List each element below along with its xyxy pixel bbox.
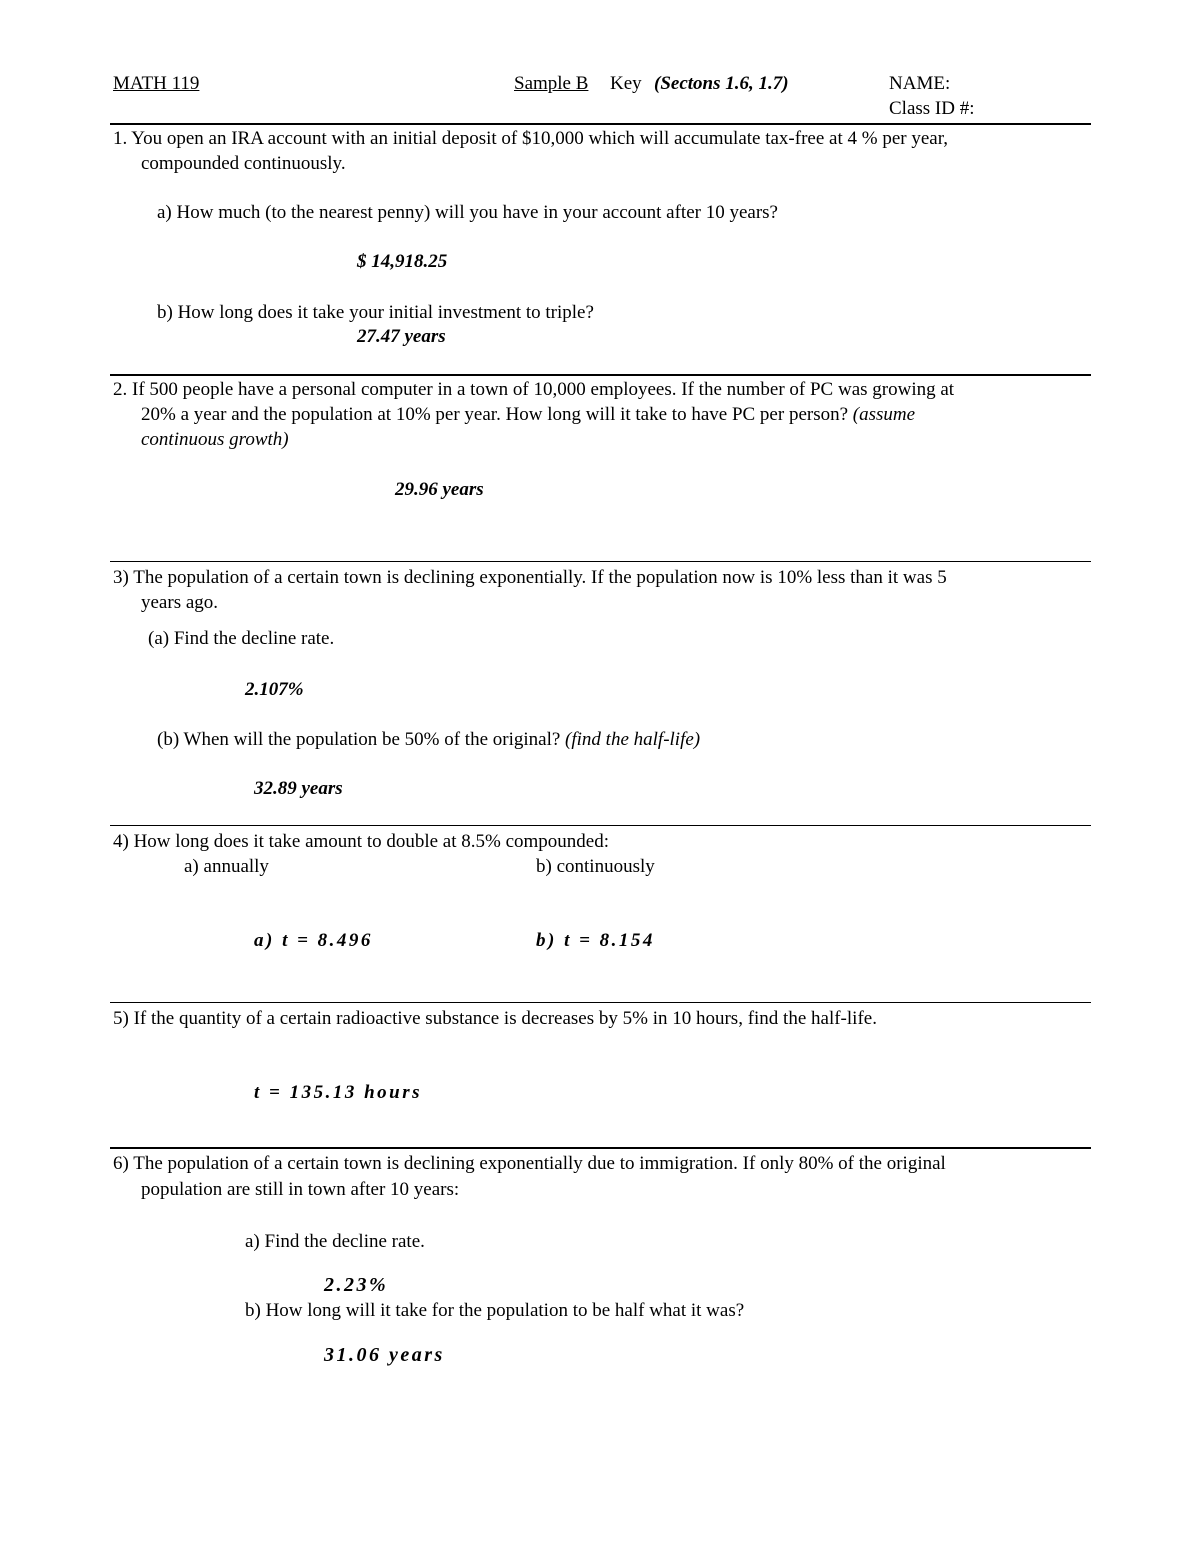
q1-a-answer: $ 14,918.25 bbox=[357, 251, 448, 272]
q1-divider bbox=[110, 374, 1091, 376]
q6-text-line2: population are still in town after 10 years: bbox=[141, 1179, 460, 1200]
q3-b-question bbox=[157, 729, 700, 751]
q3-divider bbox=[110, 825, 1091, 826]
key-label: Key bbox=[610, 73, 642, 94]
q4-text: 4) How long does it take amount to double at 8.5% compounded: bbox=[113, 831, 610, 852]
q6-b-answer: 31.06 years bbox=[324, 1344, 445, 1366]
q2-text-line2-plain: 20% a year and the population at 10% per year. How long will it take to have PC per person? bbox=[141, 404, 849, 425]
q4-a-answer: a) t = 8.496 bbox=[254, 930, 373, 951]
q6-text-line1: 6) The population of a certain town is declining exponentially due to immigration. If only 80% of the original bbox=[113, 1153, 946, 1174]
q1-text-line1: 1. You open an IRA account with an initial deposit of $10,000 which will accumulate tax-free at 4 % per year, bbox=[113, 128, 949, 149]
q2-text-line2 bbox=[141, 404, 915, 426]
q4-b-answer: b) t = 8.154 bbox=[536, 930, 655, 951]
q6-a-question: a) Find the decline rate. bbox=[245, 1231, 425, 1252]
q2-text-line3: continuous growth) bbox=[141, 429, 289, 450]
q4-divider bbox=[110, 1002, 1091, 1003]
class-id-label: Class ID #: bbox=[889, 98, 975, 119]
q4-b-label: b) continuously bbox=[536, 856, 655, 877]
q2-text-line2-italic: (assume bbox=[852, 404, 916, 425]
q3-b-question-plain: (b) When will the population be 50% of the original? bbox=[157, 729, 561, 750]
q3-b-answer: 32.89 years bbox=[254, 778, 343, 799]
sample-label: Sample B bbox=[514, 73, 589, 94]
q6-b-question: b) How long will it take for the population to be half what it was? bbox=[245, 1300, 745, 1321]
q1-b-question: b) How long does it take your initial investment to triple? bbox=[157, 302, 594, 323]
q1-a-question: a) How much (to the nearest penny) will you have in your account after 10 years? bbox=[157, 202, 778, 223]
q5-text: 5) If the quantity of a certain radioactive substance is decreases by 5% in 10 hours, find the half-life. bbox=[113, 1008, 877, 1029]
course-title: MATH 119 bbox=[113, 73, 200, 94]
q2-answer: 29.96 years bbox=[395, 479, 484, 500]
q3-text-line1: 3) The population of a certain town is declining exponentially. If the population now is 10% less than it was 5 bbox=[113, 567, 947, 588]
q1-text-line2: compounded continuously. bbox=[141, 153, 346, 174]
q6-a-answer: 2.23% bbox=[324, 1274, 389, 1296]
q2-text-line1: 2. If 500 people have a personal computer in a town of 10,000 employees. If the number of PC was growing at bbox=[113, 379, 955, 400]
q3-text-line2: years ago. bbox=[141, 592, 219, 613]
q3-b-question-italic: (find the half-life) bbox=[565, 729, 701, 750]
header-divider bbox=[110, 123, 1091, 125]
sections-label: (Sectons 1.6, 1.7) bbox=[654, 73, 789, 94]
q2-divider bbox=[110, 561, 1091, 562]
q1-b-answer: 27.47 years bbox=[357, 326, 446, 347]
q5-divider bbox=[110, 1147, 1091, 1149]
q4-a-label: a) annually bbox=[184, 856, 269, 877]
q5-answer: t = 135.13 hours bbox=[254, 1082, 423, 1103]
name-label: NAME: bbox=[889, 73, 951, 94]
q3-a-question: (a) Find the decline rate. bbox=[148, 628, 335, 649]
q3-a-answer: 2.107% bbox=[245, 679, 304, 700]
